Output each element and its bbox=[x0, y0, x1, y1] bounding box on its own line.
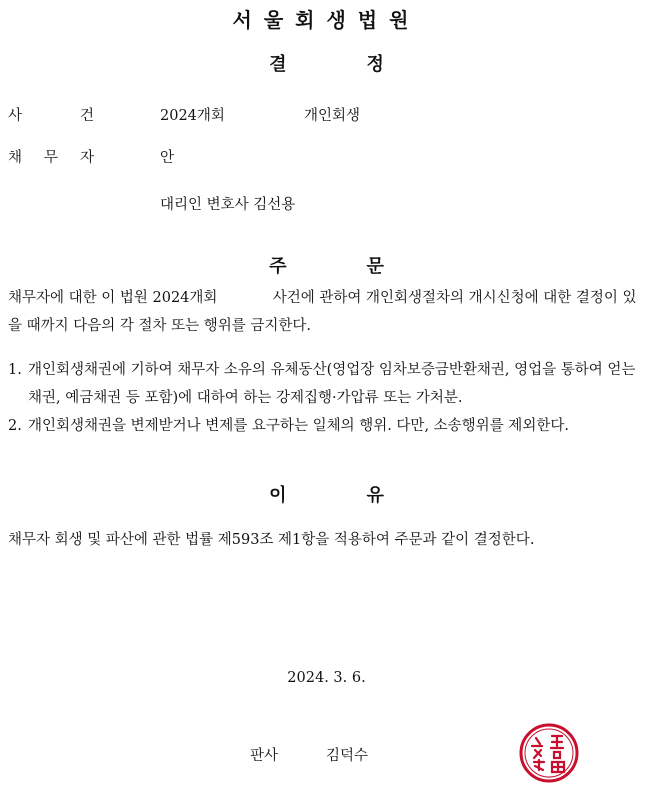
order-heading-char-1: 주 bbox=[269, 256, 287, 277]
order-heading bbox=[0, 252, 653, 278]
order-item-2-text: 개인회생채권을 변제받거나 변제를 요구하는 일체의 행위. 다만, 소송행위를 제외한다. bbox=[28, 418, 569, 434]
document-title bbox=[0, 50, 653, 76]
order-item-1-num: 1. bbox=[8, 362, 22, 378]
judge-seal-icon bbox=[518, 722, 580, 784]
order-item-2 bbox=[8, 412, 648, 440]
court-name: 서울회생법원 bbox=[232, 8, 421, 32]
document-title-char-2: 정 bbox=[366, 54, 384, 75]
agent: 대리인 변호사 김선용 bbox=[160, 197, 296, 213]
order-item-2-num: 2. bbox=[8, 418, 22, 434]
judge-name: 김덕수 bbox=[326, 748, 369, 764]
debtor-name: 안 bbox=[160, 150, 175, 166]
document-title-char-1: 결 bbox=[269, 54, 287, 75]
order-heading-char-2: 문 bbox=[366, 256, 384, 277]
order-intro: 채무자에 대한 이 법원 2024개회 사건에 관하여 개인회생절차의 개시신청에 대한 결정이 있을 때까지 다음의 각 절차 또는 행위를 금지한다. bbox=[8, 290, 637, 334]
reason-heading-char-1: 이 bbox=[269, 485, 287, 506]
reason-heading-char-2: 유 bbox=[366, 485, 384, 506]
order-item-1-text: 개인회생채권에 기하여 채무자 소유의 유체동산(영업장 임차보증금반환채권, 영업을 통하여 얻는 채권, 예금채권 등 포함)에 대하여 하는 강제집행·가압류 또는 가처분. bbox=[28, 362, 636, 406]
order-item-1 bbox=[8, 356, 648, 412]
debtor-label: 채 무 자 bbox=[8, 150, 95, 166]
reason-heading bbox=[0, 481, 653, 507]
case-label: 사 건 bbox=[8, 108, 95, 124]
case-number: 2024개회 bbox=[160, 108, 225, 124]
reason-text: 채무자 회생 및 파산에 관한 법률 제593조 제1항을 적용하여 주문과 같이 결정한다. bbox=[8, 532, 535, 548]
case-type: 개인회생 bbox=[304, 108, 361, 124]
judge-title: 판사 bbox=[250, 748, 279, 764]
order-list bbox=[8, 356, 648, 440]
decision-date: 2024. 3. 6. bbox=[287, 670, 366, 686]
